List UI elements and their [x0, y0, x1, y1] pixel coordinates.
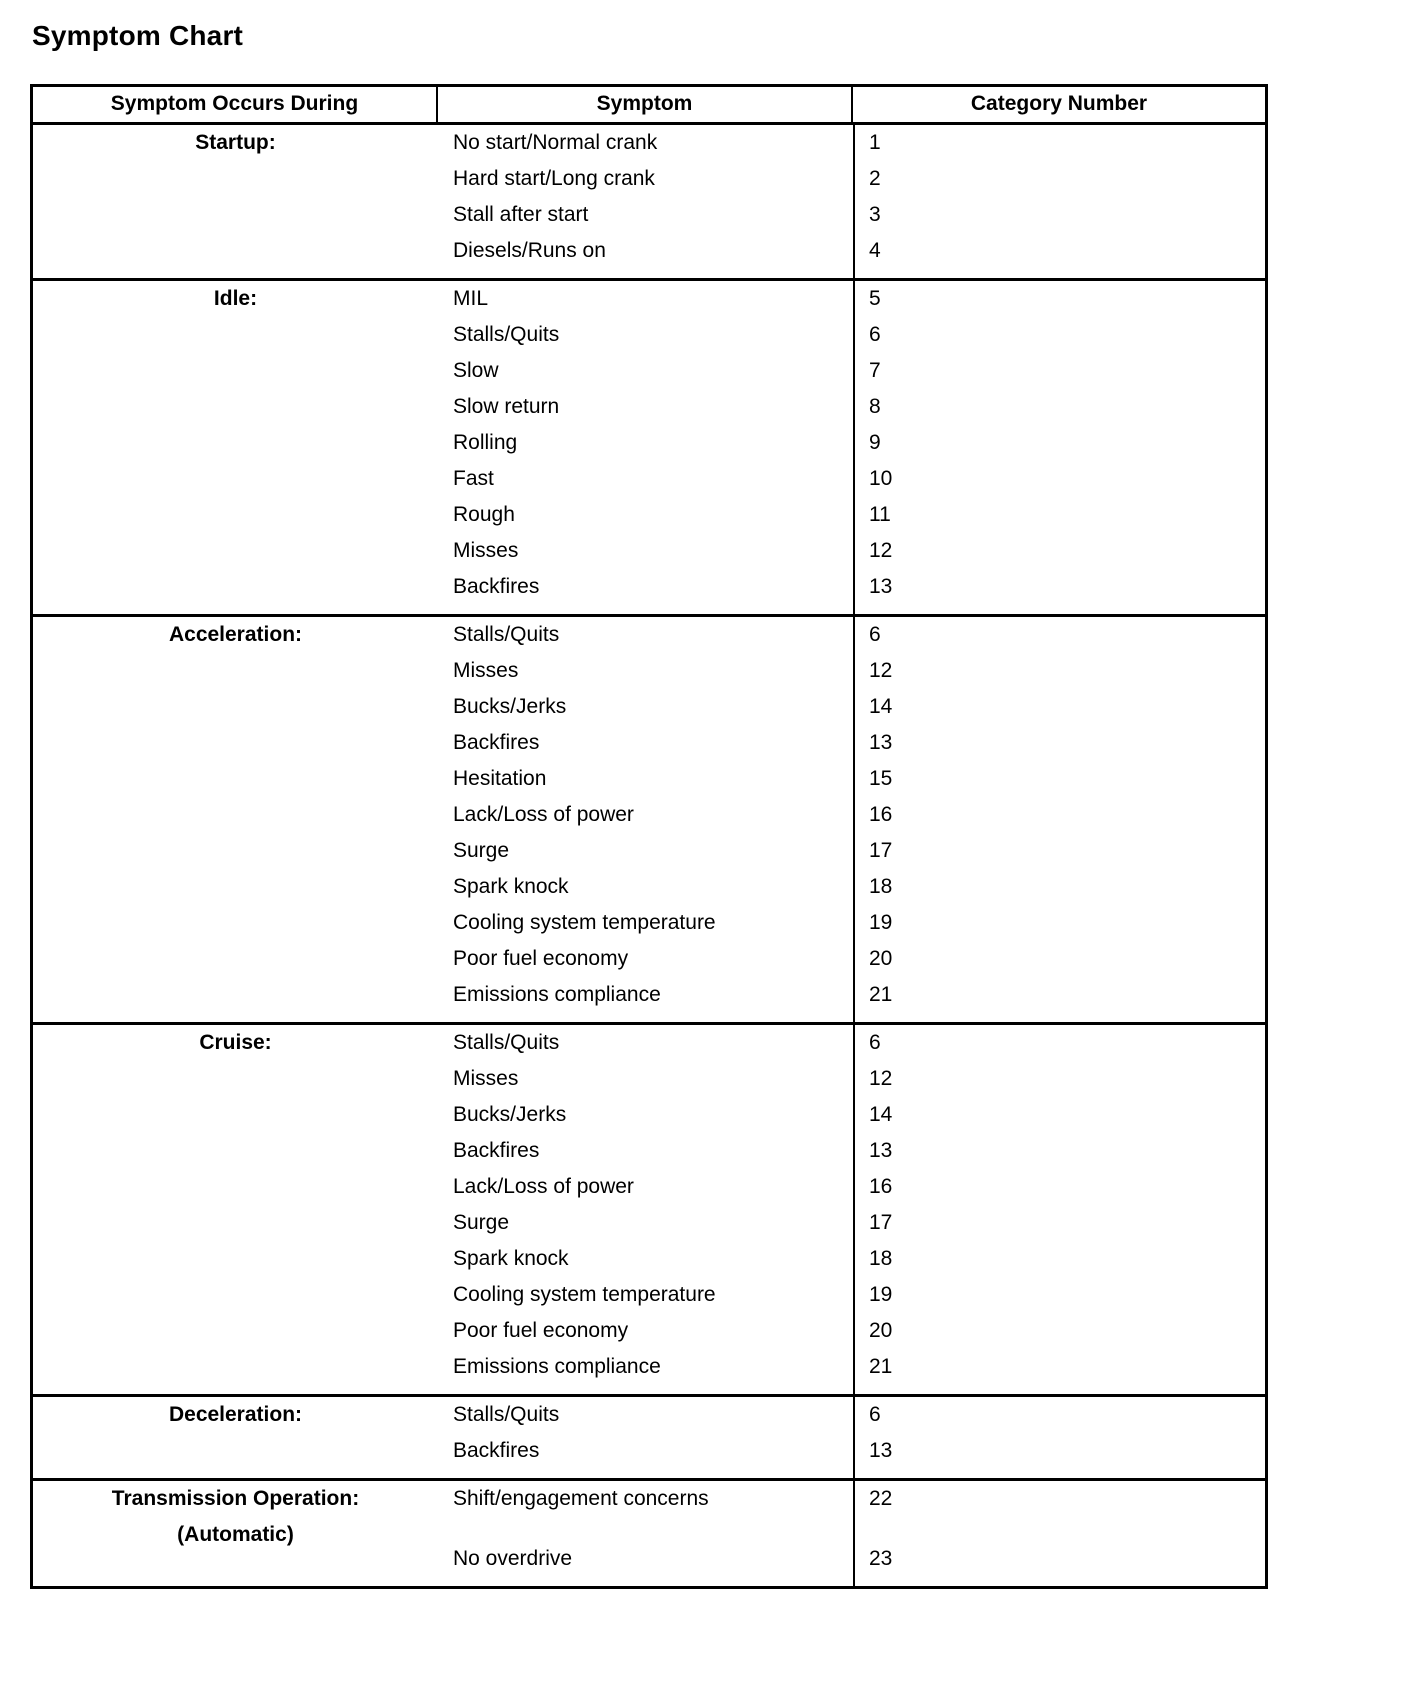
section-rows — [438, 617, 1265, 1022]
category-number-cell: 20 — [869, 1319, 893, 1342]
category-number-cell: 12 — [869, 1067, 893, 1090]
symptom-cell: Hesitation — [453, 767, 547, 790]
symptom-cell: Poor fuel economy — [453, 1319, 629, 1342]
header-symptom: Symptom — [438, 87, 853, 122]
symptom-cell: Shift/engagement concerns — [453, 1487, 709, 1510]
category-number-cell: 3 — [869, 203, 881, 226]
symptom-cell: Emissions compliance — [453, 1355, 661, 1378]
symptom-cell: Slow — [453, 359, 499, 382]
phase-label: Cruise: — [199, 1031, 272, 1054]
phase-cell — [33, 1397, 438, 1478]
table-row — [438, 569, 1265, 605]
symptom-cell: Cooling system temperature — [453, 911, 716, 934]
section-rows — [438, 281, 1265, 614]
category-number-cell: 7 — [869, 359, 881, 382]
section-rows — [438, 1397, 1265, 1478]
symptom-cell: Stalls/Quits — [453, 1031, 560, 1054]
table-row — [438, 797, 1265, 833]
table-row — [438, 197, 1265, 233]
section-rows — [438, 125, 1265, 278]
symptom-cell: Surge — [453, 1211, 510, 1234]
table-row — [438, 233, 1265, 269]
symptom-cell: Misses — [453, 539, 519, 562]
table-section — [33, 1022, 1265, 1394]
category-number-cell: 8 — [869, 395, 881, 418]
category-number-cell: 2 — [869, 167, 881, 190]
table-row — [438, 1481, 1265, 1517]
category-number-cell: 17 — [869, 1211, 893, 1234]
phase-cell — [33, 125, 438, 278]
category-number-cell: 13 — [869, 575, 893, 598]
category-number-cell: 14 — [869, 695, 893, 718]
symptom-cell: Stalls/Quits — [453, 323, 560, 346]
phase-label: Transmission Operation: — [111, 1487, 360, 1510]
table-row — [438, 1133, 1265, 1169]
symptom-cell: Surge — [453, 839, 510, 862]
category-number-cell: 13 — [869, 1439, 893, 1462]
section-rows — [438, 1481, 1265, 1586]
page-title: Symptom Chart — [32, 20, 244, 51]
symptom-cell: Stall after start — [453, 203, 589, 226]
symptom-cell: Stalls/Quits — [453, 623, 560, 646]
symptom-cell: Backfires — [453, 1439, 540, 1462]
table-row — [438, 689, 1265, 725]
category-number-cell: 6 — [869, 323, 881, 346]
table-row — [438, 833, 1265, 869]
table-row — [438, 1061, 1265, 1097]
category-number-cell: 18 — [869, 875, 893, 898]
phase-label: Acceleration: — [168, 623, 303, 646]
symptom-cell: Spark knock — [453, 875, 569, 898]
table-section — [33, 1394, 1265, 1478]
table-row — [438, 1097, 1265, 1133]
table-section — [33, 1478, 1265, 1586]
table-row — [438, 161, 1265, 197]
phase-cell — [33, 281, 438, 614]
table-section — [33, 125, 1265, 278]
symptom-table-body — [33, 125, 1265, 1586]
table-row — [438, 461, 1265, 497]
symptom-cell: Poor fuel economy — [453, 947, 629, 970]
table-row — [438, 389, 1265, 425]
table-row — [438, 617, 1265, 653]
section-rows — [438, 1025, 1265, 1394]
table-row — [438, 497, 1265, 533]
table-row — [438, 425, 1265, 461]
category-number-cell: 12 — [869, 659, 893, 682]
phase-label: Idle: — [213, 287, 258, 310]
table-row — [438, 1025, 1265, 1061]
table-row — [438, 941, 1265, 977]
table-row — [438, 1349, 1265, 1385]
category-number-cell: 13 — [869, 1139, 893, 1162]
symptom-cell: Backfires — [453, 1139, 540, 1162]
category-number-cell: 19 — [869, 1283, 893, 1306]
table-row — [438, 281, 1265, 317]
table-row — [438, 317, 1265, 353]
symptom-cell: No start/Normal crank — [453, 131, 658, 154]
phase-cell — [33, 1025, 438, 1394]
table-row — [438, 1433, 1265, 1469]
category-number-cell: 15 — [869, 767, 893, 790]
table-row — [438, 977, 1265, 1013]
category-number-cell: 20 — [869, 947, 893, 970]
category-number-cell: 10 — [869, 467, 893, 490]
symptom-cell: Backfires — [453, 731, 540, 754]
table-row — [438, 1241, 1265, 1277]
symptom-cell: Lack/Loss of power — [453, 1175, 634, 1198]
table-row — [438, 1541, 1265, 1577]
table-row — [438, 905, 1265, 941]
table-row — [438, 353, 1265, 389]
symptom-cell: Stalls/Quits — [453, 1403, 560, 1426]
category-number-cell: 21 — [869, 1355, 893, 1378]
category-number-cell: 11 — [869, 503, 891, 526]
header-category-number: Category Number — [970, 92, 1148, 115]
table-section — [33, 278, 1265, 614]
symptom-cell: Fast — [453, 467, 494, 490]
symptom-cell: Misses — [453, 659, 519, 682]
symptom-cell: No overdrive — [453, 1547, 573, 1570]
category-number-cell: 18 — [869, 1247, 893, 1270]
table-row — [438, 653, 1265, 689]
symptom-cell: Emissions compliance — [453, 983, 661, 1006]
table-row — [438, 1397, 1265, 1433]
category-number-cell: 13 — [869, 731, 893, 754]
table-row — [438, 125, 1265, 161]
table-row — [438, 1205, 1265, 1241]
table-row — [438, 1169, 1265, 1205]
category-number-cell: 16 — [869, 803, 893, 826]
category-number-cell: 6 — [869, 1403, 881, 1426]
symptom-chart-table — [30, 84, 1268, 1589]
category-number-cell: 14 — [869, 1103, 893, 1126]
symptom-cell: Spark knock — [453, 1247, 569, 1270]
header-symptom-occurs-during: Symptom Occurs During — [33, 87, 438, 122]
table-row — [438, 869, 1265, 905]
category-number-cell: 19 — [869, 911, 893, 934]
symptom-cell: Cooling system temperature — [453, 1283, 716, 1306]
category-number-cell: 1 — [869, 131, 881, 154]
category-number-cell: 6 — [869, 623, 881, 646]
symptom-cell: Backfires — [453, 575, 540, 598]
table-row — [438, 1277, 1265, 1313]
symptom-cell: Lack/Loss of power — [453, 803, 634, 826]
category-number-cell: 6 — [869, 1031, 881, 1054]
category-number-cell: 12 — [869, 539, 893, 562]
table-row — [438, 533, 1265, 569]
table-row — [438, 725, 1265, 761]
phase-label: (Automatic) — [177, 1523, 294, 1546]
symptom-cell: Diesels/Runs on — [453, 239, 606, 262]
phase-label: Startup: — [195, 131, 276, 154]
category-number-cell: 4 — [869, 239, 881, 262]
symptom-cell: Misses — [453, 1067, 519, 1090]
table-row — [438, 1313, 1265, 1349]
category-number-cell: 9 — [869, 431, 881, 454]
symptom-cell: Bucks/Jerks — [453, 1103, 567, 1126]
table-row — [438, 761, 1265, 797]
symptom-cell: Slow return — [453, 395, 560, 418]
symptom-cell: Rolling — [453, 431, 518, 454]
symptom-cell: Bucks/Jerks — [453, 695, 567, 718]
symptom-cell: Rough — [453, 503, 515, 526]
category-number-cell: 23 — [869, 1547, 893, 1570]
phase-cell — [33, 1481, 438, 1586]
category-number-cell: 21 — [869, 983, 893, 1006]
symptom-cell: Hard start/Long crank — [453, 167, 655, 190]
category-number-cell: 16 — [869, 1175, 893, 1198]
category-number-cell: 17 — [869, 839, 893, 862]
table-header-row — [33, 87, 1265, 125]
symptom-cell: MIL — [453, 287, 489, 310]
table-section — [33, 614, 1265, 1022]
category-number-cell: 5 — [869, 287, 881, 310]
category-number-cell: 22 — [869, 1487, 893, 1510]
phase-cell — [33, 617, 438, 1022]
phase-label: Deceleration: — [168, 1403, 303, 1426]
